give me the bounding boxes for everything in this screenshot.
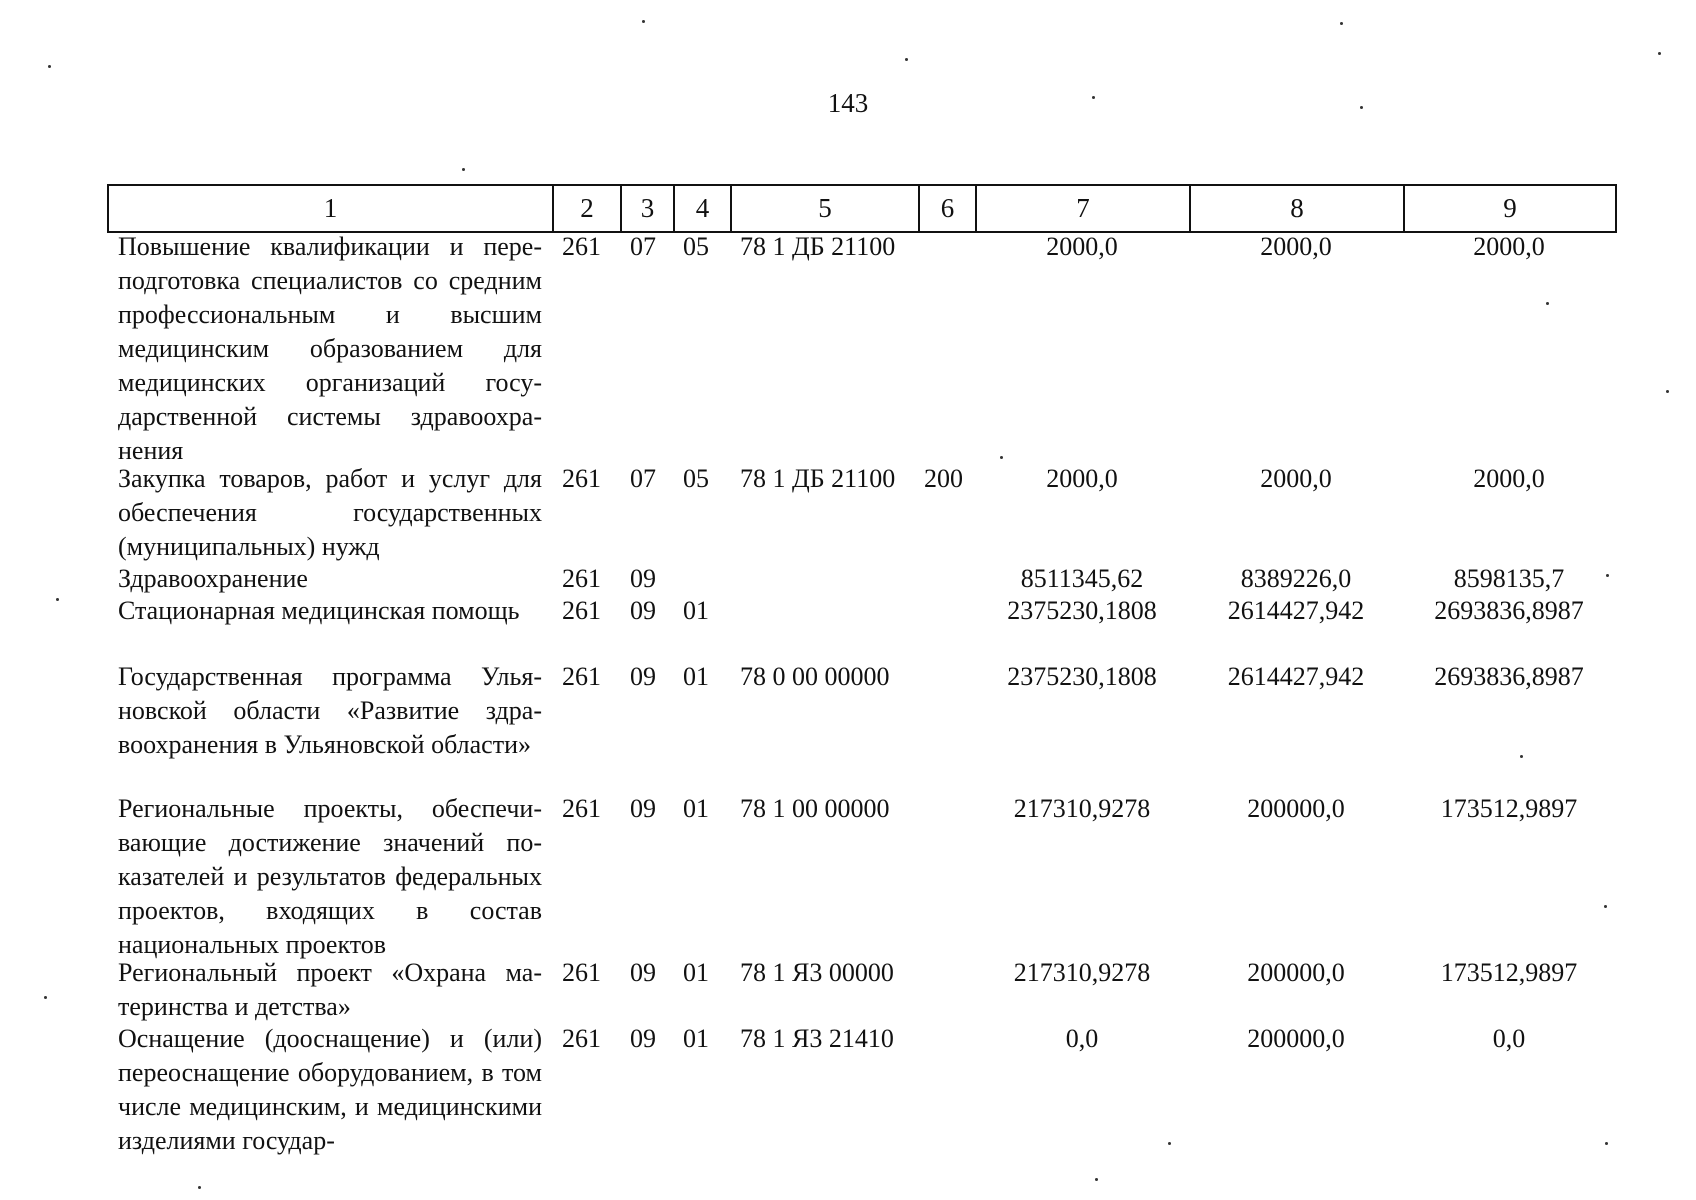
scan-speck [1092,96,1095,99]
row-col-5: 78 1 00 00000 [740,794,890,823]
row-name: Государственная программа Ульяновской области «Развитие здравоохранения в Ульяновской области» [118,662,542,759]
row-col-4: 01 [683,958,709,987]
row-name: Стационарная медицинская помощь [118,596,520,625]
scan-speck [48,65,51,68]
row-col-7: 217310,9278 [1013,794,1151,823]
row-col-8: 2000,0 [1260,232,1332,261]
row-col-8: 200000,0 [1247,1024,1345,1053]
row-col-4: 05 [683,464,709,493]
header-col-7: 7 [976,185,1190,232]
header-col-1: 1 [108,185,553,232]
row-col-4: 01 [683,596,709,625]
row-col-7: 2375230,1808 [1007,596,1157,625]
row-col-9: 173512,9897 [1440,794,1578,823]
row-col-3: 09 [630,564,656,593]
scan-speck [1606,574,1609,577]
row-col-8: 200000,0 [1247,958,1345,987]
row-col-9: 2000,0 [1473,464,1545,493]
row-col-3: 09 [630,1024,656,1053]
row-col-9: 0,0 [1492,1024,1526,1053]
row-col-2: 261 [562,464,601,493]
row-col-2: 261 [562,1024,601,1053]
scan-speck [1360,106,1363,109]
row-col-9: 8598135,7 [1453,564,1565,593]
row-name: Закупка товаров, работ и услуг для обеспечения государственных (муниципальных) нужд [118,464,542,561]
scan-speck [1658,52,1661,55]
row-col-5: 78 1 ДБ 21100 [740,464,896,493]
row-col-3: 09 [630,794,656,823]
row-col-7: 2000,0 [1046,464,1118,493]
header-col-9: 9 [1404,185,1616,232]
row-col-3: 09 [630,662,656,691]
row-col-2: 261 [562,564,601,593]
row-col-8: 200000,0 [1247,794,1345,823]
row-col-2: 261 [562,596,601,625]
row-col-5: 78 1 ДБ 21100 [740,232,896,261]
row-col-2: 261 [562,232,601,261]
scan-speck [1340,22,1343,25]
row-col-5: 78 1 Я3 00000 [740,958,894,987]
row-col-3: 07 [630,464,656,493]
row-col-7: 8511345,62 [1020,564,1144,593]
header-col-3: 3 [621,185,674,232]
table-header [107,184,1617,233]
row-col-3: 09 [630,596,656,625]
row-name: Повышение квалификации и переподготовка специалистов со средним профессиональным и высшим медицинским образованием для медицинских организаций государственной системы здравоохранения [118,232,542,465]
row-name: Региональный проект «Охрана материнства и детства» [118,958,542,1021]
row-col-8: 2614427,942 [1227,662,1365,691]
row-col-4: 05 [683,232,709,261]
row-col-8: 2614427,942 [1227,596,1365,625]
scan-speck [1168,1142,1171,1145]
page-number: 143 [827,88,869,118]
scan-speck [198,1186,201,1189]
scan-speck [1000,456,1003,459]
row-col-5: 78 1 Я3 21410 [740,1024,894,1053]
scan-speck [462,168,465,171]
row-col-3: 07 [630,232,656,261]
row-col-9: 2693836,8987 [1434,596,1584,625]
scan-speck [56,598,59,601]
scan-speck [1520,755,1523,758]
row-col-3: 09 [630,958,656,987]
scan-speck [1666,390,1669,393]
row-col-7: 2000,0 [1046,232,1118,261]
header-col-8: 8 [1190,185,1404,232]
row-col-4: 01 [683,1024,709,1053]
row-col-7: 0,0 [1065,1024,1099,1053]
row-col-9: 2000,0 [1473,232,1545,261]
scan-speck [1095,1178,1098,1181]
row-col-2: 261 [562,958,601,987]
scan-speck [1604,905,1607,908]
row-col-6: 200 [924,464,963,493]
scan-speck [1546,302,1549,305]
row-col-4: 01 [683,662,709,691]
header-col-4: 4 [674,185,731,232]
header-col-5: 5 [731,185,919,232]
row-col-4: 01 [683,794,709,823]
row-col-7: 217310,9278 [1013,958,1151,987]
row-col-9: 173512,9897 [1440,958,1578,987]
row-name: Здравоохранение [118,564,308,593]
row-col-2: 261 [562,662,601,691]
header-row [108,185,1616,232]
row-col-2: 261 [562,794,601,823]
row-col-7: 2375230,1808 [1007,662,1157,691]
scan-speck [1605,1142,1608,1145]
row-name: Региональные проекты, обеспечивающие достижение значений показателей и результатов федеральных проектов, входящих в состав национальных проектов [118,794,542,959]
row-col-9: 2693836,8987 [1434,662,1584,691]
scan-speck [905,58,908,61]
row-col-8: 8389226,0 [1240,564,1352,593]
row-name: Оснащение (дооснащение) и (или) переоснащение оборудованием, в том числе медицинским, и медицинскими изделиями государ- [118,1024,542,1155]
scan-speck [44,996,47,999]
row-col-5: 78 0 00 00000 [740,662,890,691]
header-col-6: 6 [919,185,976,232]
header-col-2: 2 [553,185,621,232]
row-col-8: 2000,0 [1260,464,1332,493]
scan-speck [642,20,645,23]
